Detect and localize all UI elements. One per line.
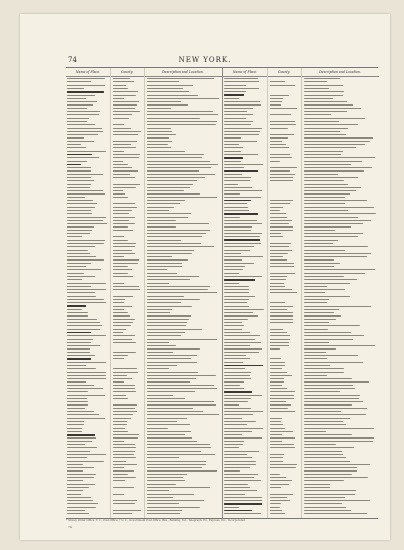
column-header-place: Name of Place. bbox=[232, 70, 258, 74]
page-number: 74 bbox=[68, 56, 77, 64]
column-header-description: Description and Location. bbox=[319, 70, 361, 74]
entry-list bbox=[223, 77, 379, 518]
entry-row bbox=[223, 512, 379, 515]
column-header-description: Description and Location. bbox=[162, 70, 204, 74]
column-header-place: Name of Place. bbox=[75, 70, 101, 74]
column-header-county: County. bbox=[277, 70, 291, 74]
page-title: NEW YORK. bbox=[178, 56, 232, 64]
entry-row bbox=[66, 512, 222, 515]
column-header-county: County. bbox=[120, 70, 134, 74]
right-column-block bbox=[222, 68, 379, 518]
left-column-block bbox=[66, 68, 222, 518]
footnote: * Money Order Office. T. C., Post-Office. † U. C., Government Post-Office. Bks., Banking. Tel., Telegraph. Ex., Express. Inc., Incorporated. bbox=[66, 519, 246, 522]
signature-mark: 74 bbox=[68, 525, 72, 529]
gazetteer-table bbox=[66, 67, 378, 519]
gazetteer-page bbox=[20, 14, 390, 540]
entry-list bbox=[66, 77, 222, 518]
